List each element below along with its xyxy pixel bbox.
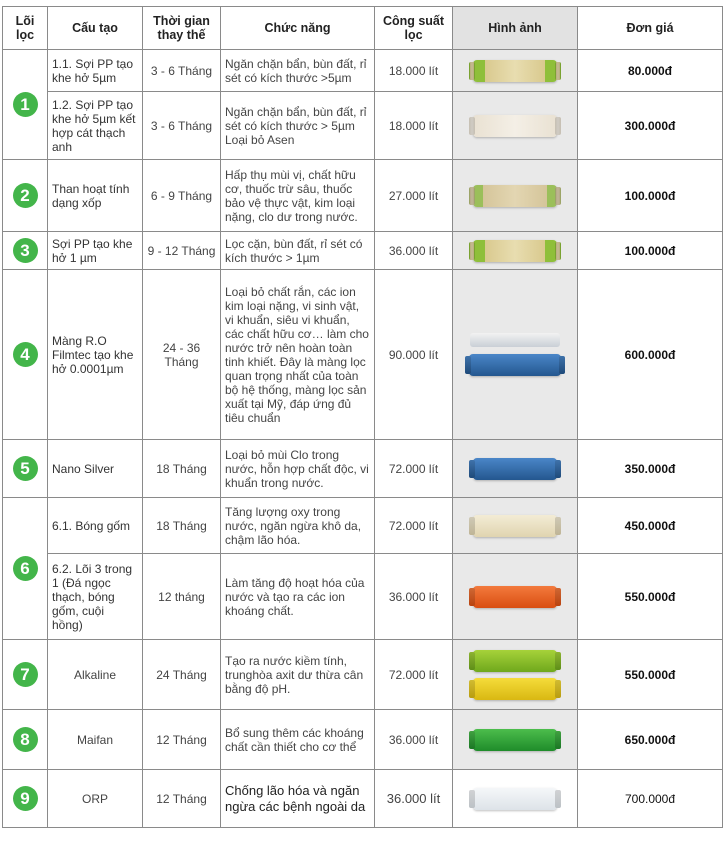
time-cell: 18 Tháng bbox=[143, 440, 221, 498]
filter-number-badge: 7 bbox=[13, 662, 38, 687]
table-row bbox=[3, 770, 723, 828]
image-cell bbox=[453, 270, 578, 440]
filter-number-badge: 6 bbox=[13, 556, 38, 581]
filter-number-badge: 4 bbox=[13, 342, 38, 367]
time-cell: 24 - 36 Tháng bbox=[143, 270, 221, 440]
cau-tao-cell: 1.1. Sợi PP tạo khe hở 5µm bbox=[48, 50, 143, 92]
cau-tao-cell: Sợi PP tạo khe hở 1 µm bbox=[48, 232, 143, 270]
capacity-cell: 72.000 lít bbox=[375, 498, 453, 554]
function-cell: Lọc cặn, bùn đất, rỉ sét có kích thước > 1µm bbox=[221, 232, 375, 270]
table-row bbox=[3, 160, 723, 232]
cau-tao-cell: Nano Silver bbox=[48, 440, 143, 498]
capacity-cell: 72.000 lít bbox=[375, 640, 453, 710]
three-in-one-filter-icon bbox=[473, 586, 557, 608]
table-row bbox=[3, 270, 723, 440]
capacity-cell: 72.000 lít bbox=[375, 440, 453, 498]
cau-tao-cell: 6.2. Lõi 3 trong 1 (Đá ngọc thạch, bóng gốm, cuội hồng) bbox=[48, 554, 143, 640]
image-cell bbox=[453, 498, 578, 554]
time-cell: 12 Tháng bbox=[143, 710, 221, 770]
capacity-cell: 36.000 lít bbox=[375, 554, 453, 640]
capacity-cell: 36.000 lít bbox=[375, 770, 453, 828]
header-cau-tao: Cấu tạo bbox=[48, 7, 143, 50]
price-cell: 700.000đ bbox=[578, 770, 723, 828]
price-cell: 550.000đ bbox=[578, 640, 723, 710]
header-cong-suat: Công suất lọc bbox=[375, 7, 453, 50]
image-cell bbox=[453, 770, 578, 828]
header-thoi-gian: Thời gian thay thế bbox=[143, 7, 221, 50]
image-cell bbox=[453, 232, 578, 270]
image-cell bbox=[453, 440, 578, 498]
capacity-cell: 36.000 lít bbox=[375, 710, 453, 770]
time-cell: 18 Tháng bbox=[143, 498, 221, 554]
table-row bbox=[3, 50, 723, 92]
filter-number-cell bbox=[3, 710, 48, 770]
header-don-gia: Đơn giá bbox=[578, 7, 723, 50]
table-row bbox=[3, 640, 723, 710]
filter-number-cell bbox=[3, 50, 48, 160]
image-cell bbox=[453, 640, 578, 710]
time-cell: 24 Tháng bbox=[143, 640, 221, 710]
price-cell: 80.000đ bbox=[578, 50, 723, 92]
time-cell: 9 - 12 Tháng bbox=[143, 232, 221, 270]
filter-number-badge: 8 bbox=[13, 727, 38, 752]
filter-spec-table bbox=[2, 6, 723, 828]
price-cell: 650.000đ bbox=[578, 710, 723, 770]
table-row bbox=[3, 92, 723, 160]
price-cell: 100.000đ bbox=[578, 232, 723, 270]
header-row bbox=[3, 7, 723, 50]
image-cell bbox=[453, 50, 578, 92]
function-cell: Chống lão hóa và ngăn ngừa các bệnh ngoài da bbox=[221, 770, 375, 828]
header-hinh-anh: Hình ảnh bbox=[453, 7, 578, 50]
ceramic-ball-filter-icon bbox=[473, 515, 557, 537]
ro-housing-icon bbox=[470, 333, 560, 347]
cau-tao-cell: Alkaline bbox=[48, 640, 143, 710]
time-cell: 6 - 9 Tháng bbox=[143, 160, 221, 232]
image-cell bbox=[453, 160, 578, 232]
orp-filter-icon bbox=[473, 788, 557, 810]
capacity-cell: 18.000 lít bbox=[375, 50, 453, 92]
filter-number-cell bbox=[3, 440, 48, 498]
cau-tao-cell: Than hoạt tính dạng xốp bbox=[48, 160, 143, 232]
filter-number-badge: 5 bbox=[13, 456, 38, 481]
filter-cartridge-pp-icon bbox=[473, 60, 557, 82]
function-cell: Làm tăng độ hoạt hóa của nước và tạo ra các ion khoáng chất. bbox=[221, 554, 375, 640]
filter-number-badge: 2 bbox=[13, 183, 38, 208]
function-cell: Loại bỏ chất rắn, các ion kim loại nặng, vi sinh vật, vi khuẩn, siêu vi khuẩn, các chất hữu cơ… làm cho nước trở nên hoàn toàn tinh khiết. Đây là màng lọc quan trọng nhất của toàn bộ hệ thống, màng lọc sản xuất tại Mỹ, đáp ứng đủ tiêu chuẩn bbox=[221, 270, 375, 440]
cau-tao-cell: Maifan bbox=[48, 710, 143, 770]
header-chuc-nang: Chức năng bbox=[221, 7, 375, 50]
filter-cartridge-pp1-icon bbox=[473, 240, 557, 262]
function-cell: Hấp thụ mùi vị, chất hữu cơ, thuốc trừ sâu, thuốc bảo vệ thực vật, kim loại nặng, clo dư trong nước. bbox=[221, 160, 375, 232]
capacity-cell: 27.000 lít bbox=[375, 160, 453, 232]
filter-number-cell bbox=[3, 232, 48, 270]
ro-membrane-icon bbox=[457, 333, 573, 376]
filter-number-badge: 3 bbox=[13, 238, 38, 263]
filter-number-cell bbox=[3, 270, 48, 440]
price-cell: 100.000đ bbox=[578, 160, 723, 232]
capacity-cell: 90.000 lít bbox=[375, 270, 453, 440]
function-cell: Ngăn chặn bẩn, bùn đất, rỉ sét có kích thước >5µm bbox=[221, 50, 375, 92]
image-cell bbox=[453, 92, 578, 160]
filter-number-cell bbox=[3, 160, 48, 232]
time-cell: 12 tháng bbox=[143, 554, 221, 640]
cau-tao-cell: ORP bbox=[48, 770, 143, 828]
filter-number-badge: 9 bbox=[13, 786, 38, 811]
table-row bbox=[3, 232, 723, 270]
function-cell: Ngăn chặn bẩn, bùn đất, rỉ sét có kích thước > 5µm Loại bỏ Asen bbox=[221, 92, 375, 160]
alkaline-filter-icon bbox=[473, 650, 557, 672]
cau-tao-cell: Màng R.O Filmtec tạo khe hở 0.0001µm bbox=[48, 270, 143, 440]
table-row bbox=[3, 710, 723, 770]
time-cell: 12 Tháng bbox=[143, 770, 221, 828]
table-row bbox=[3, 554, 723, 640]
image-cell bbox=[453, 710, 578, 770]
filter-number-cell bbox=[3, 640, 48, 710]
price-cell: 600.000đ bbox=[578, 270, 723, 440]
filter-number-cell bbox=[3, 498, 48, 640]
function-cell: Loại bỏ mùi Clo trong nước, hỗn hợp chất độc, vi khuẩn trong nước. bbox=[221, 440, 375, 498]
function-cell: Tăng lượng oxy trong nước, ngăn ngừa khô da, chậm lão hóa. bbox=[221, 498, 375, 554]
function-cell: Tạo ra nước kiềm tính, trunghòa axit dư thừa cân bằng độ pH. bbox=[221, 640, 375, 710]
table-row bbox=[3, 440, 723, 498]
price-cell: 300.000đ bbox=[578, 92, 723, 160]
time-cell: 3 - 6 Tháng bbox=[143, 50, 221, 92]
filter-number-cell bbox=[3, 770, 48, 828]
price-cell: 450.000đ bbox=[578, 498, 723, 554]
filter-cartridge-quartz-icon bbox=[473, 115, 557, 137]
filter-number-badge: 1 bbox=[13, 92, 38, 117]
capacity-cell: 36.000 lít bbox=[375, 232, 453, 270]
nano-silver-filter-icon bbox=[473, 458, 557, 480]
header-loi-loc: Lõi lọc bbox=[3, 7, 48, 50]
maifan-filter-icon bbox=[473, 729, 557, 751]
table-row bbox=[3, 498, 723, 554]
ro-membrane-body-icon bbox=[469, 354, 561, 376]
filter-cartridge-carbon-icon bbox=[473, 185, 557, 207]
cau-tao-cell: 6.1. Bóng gốm bbox=[48, 498, 143, 554]
capacity-cell: 18.000 lít bbox=[375, 92, 453, 160]
price-cell: 350.000đ bbox=[578, 440, 723, 498]
time-cell: 3 - 6 Tháng bbox=[143, 92, 221, 160]
function-cell: Bổ sung thêm các khoáng chất cần thiết cho cơ thể bbox=[221, 710, 375, 770]
alkaline-filter-icon bbox=[473, 678, 557, 700]
cau-tao-cell: 1.2. Sợi PP tạo khe hở 5µm kết hợp cát thạch anh bbox=[48, 92, 143, 160]
image-cell bbox=[453, 554, 578, 640]
price-cell: 550.000đ bbox=[578, 554, 723, 640]
